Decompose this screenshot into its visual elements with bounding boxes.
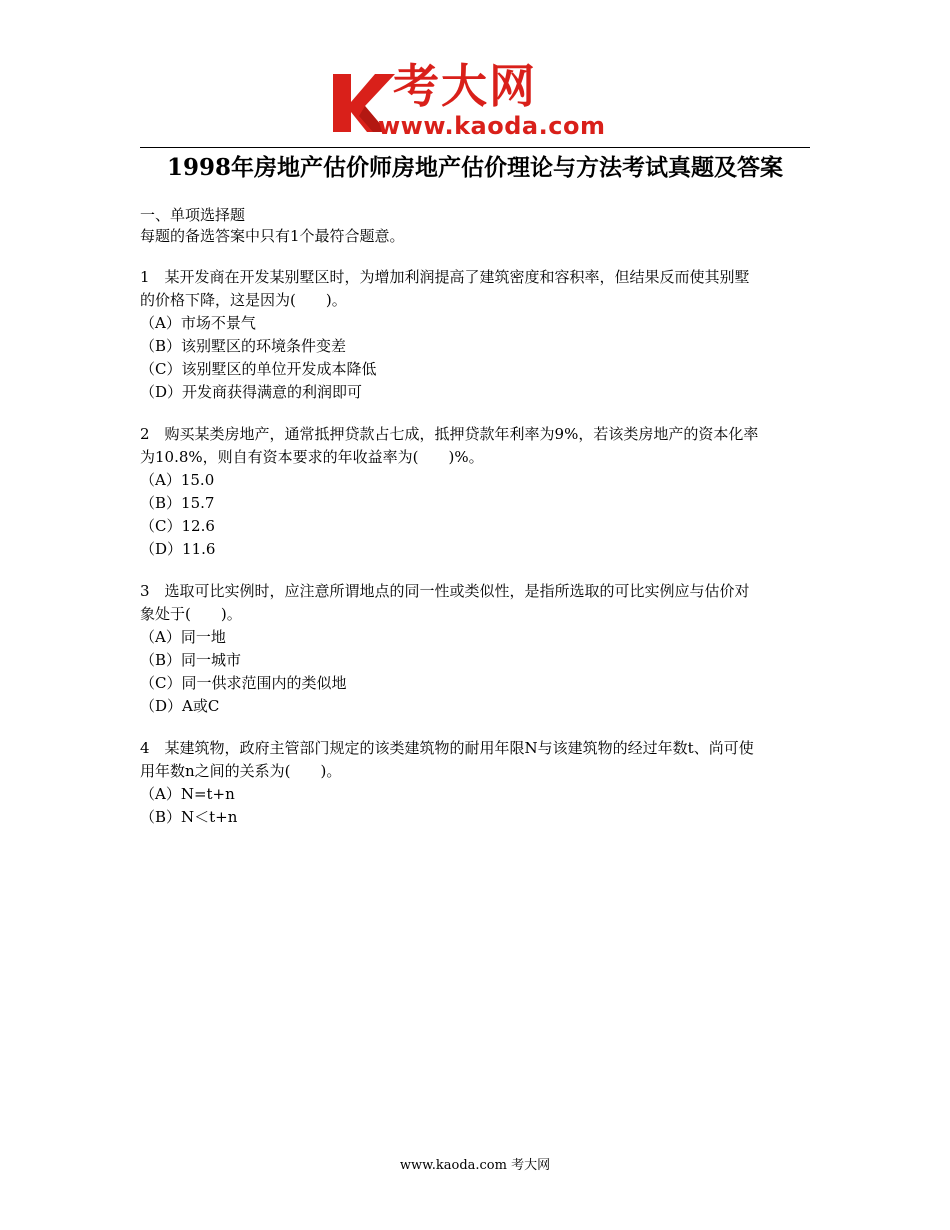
question-text-line: 3 选取可比实例时，应注意所谓地点的同一性或类似性，是指所选取的可比实例应与估价对 [140,582,750,600]
question-2 [140,423,820,561]
document-body [140,205,820,829]
kaoda-logo [325,58,645,142]
question-text-line: 为10.8%，则自有资本要求的年收益率为( )%。 [140,448,484,466]
option-a: （A）15.0 [140,471,215,489]
option-b: （B）15.7 [140,494,215,512]
option-c: （C）12.6 [140,517,215,535]
header-divider [140,147,810,148]
option-d: （D）11.6 [140,540,216,558]
option-b: （B）N＜t+n [140,808,238,826]
question-1 [140,266,820,404]
section-instruction: 每题的备选答案中只有1个最符合题意。 [140,227,405,245]
option-a: （A）同一地 [140,628,226,646]
question-4 [140,737,820,829]
option-d: （D）开发商获得满意的利润即可 [140,383,363,401]
logo-brand-text: 考大网 [393,59,537,113]
question-text-line: 2 购买某类房地产，通常抵押贷款占七成，抵押贷款年利率为9%，若该类房地产的资本化率 [140,425,759,443]
option-d: （D）A或C [140,697,220,715]
question-text-line: 4 某建筑物，政府主管部门规定的该类建筑物的耐用年限N与该建筑物的经过年数t、尚可使 [140,739,754,757]
section-heading: 一、单项选择题 [140,206,246,224]
option-c: （C）同一供求范围内的类似地 [140,674,347,692]
document-title: 1998年房地产估价师房地产估价理论与方法考试真题及答案 [166,154,783,181]
question-text-line: 1 某开发商在开发某别墅区时，为增加利润提高了建筑密度和容积率，但结果反而使其别墅 [140,268,750,286]
option-b: （B）该别墅区的环境条件变差 [140,337,347,355]
question-text-line: 的价格下降，这是因为( )。 [140,291,347,309]
question-text-line: 用年数n之间的关系为( )。 [140,762,342,780]
page-footer: www.kaoda.com 考大网 [399,1158,551,1173]
option-c: （C）该别墅区的单位开发成本降低 [140,360,377,378]
question-3 [140,580,820,718]
option-b: （B）同一城市 [140,651,242,669]
question-text-line: 象处于( )。 [140,605,242,623]
logo-url-text: www.kaoda.com [378,112,606,140]
option-a: （A）市场不景气 [140,314,256,332]
option-a: （A）N=t+n [140,785,235,803]
